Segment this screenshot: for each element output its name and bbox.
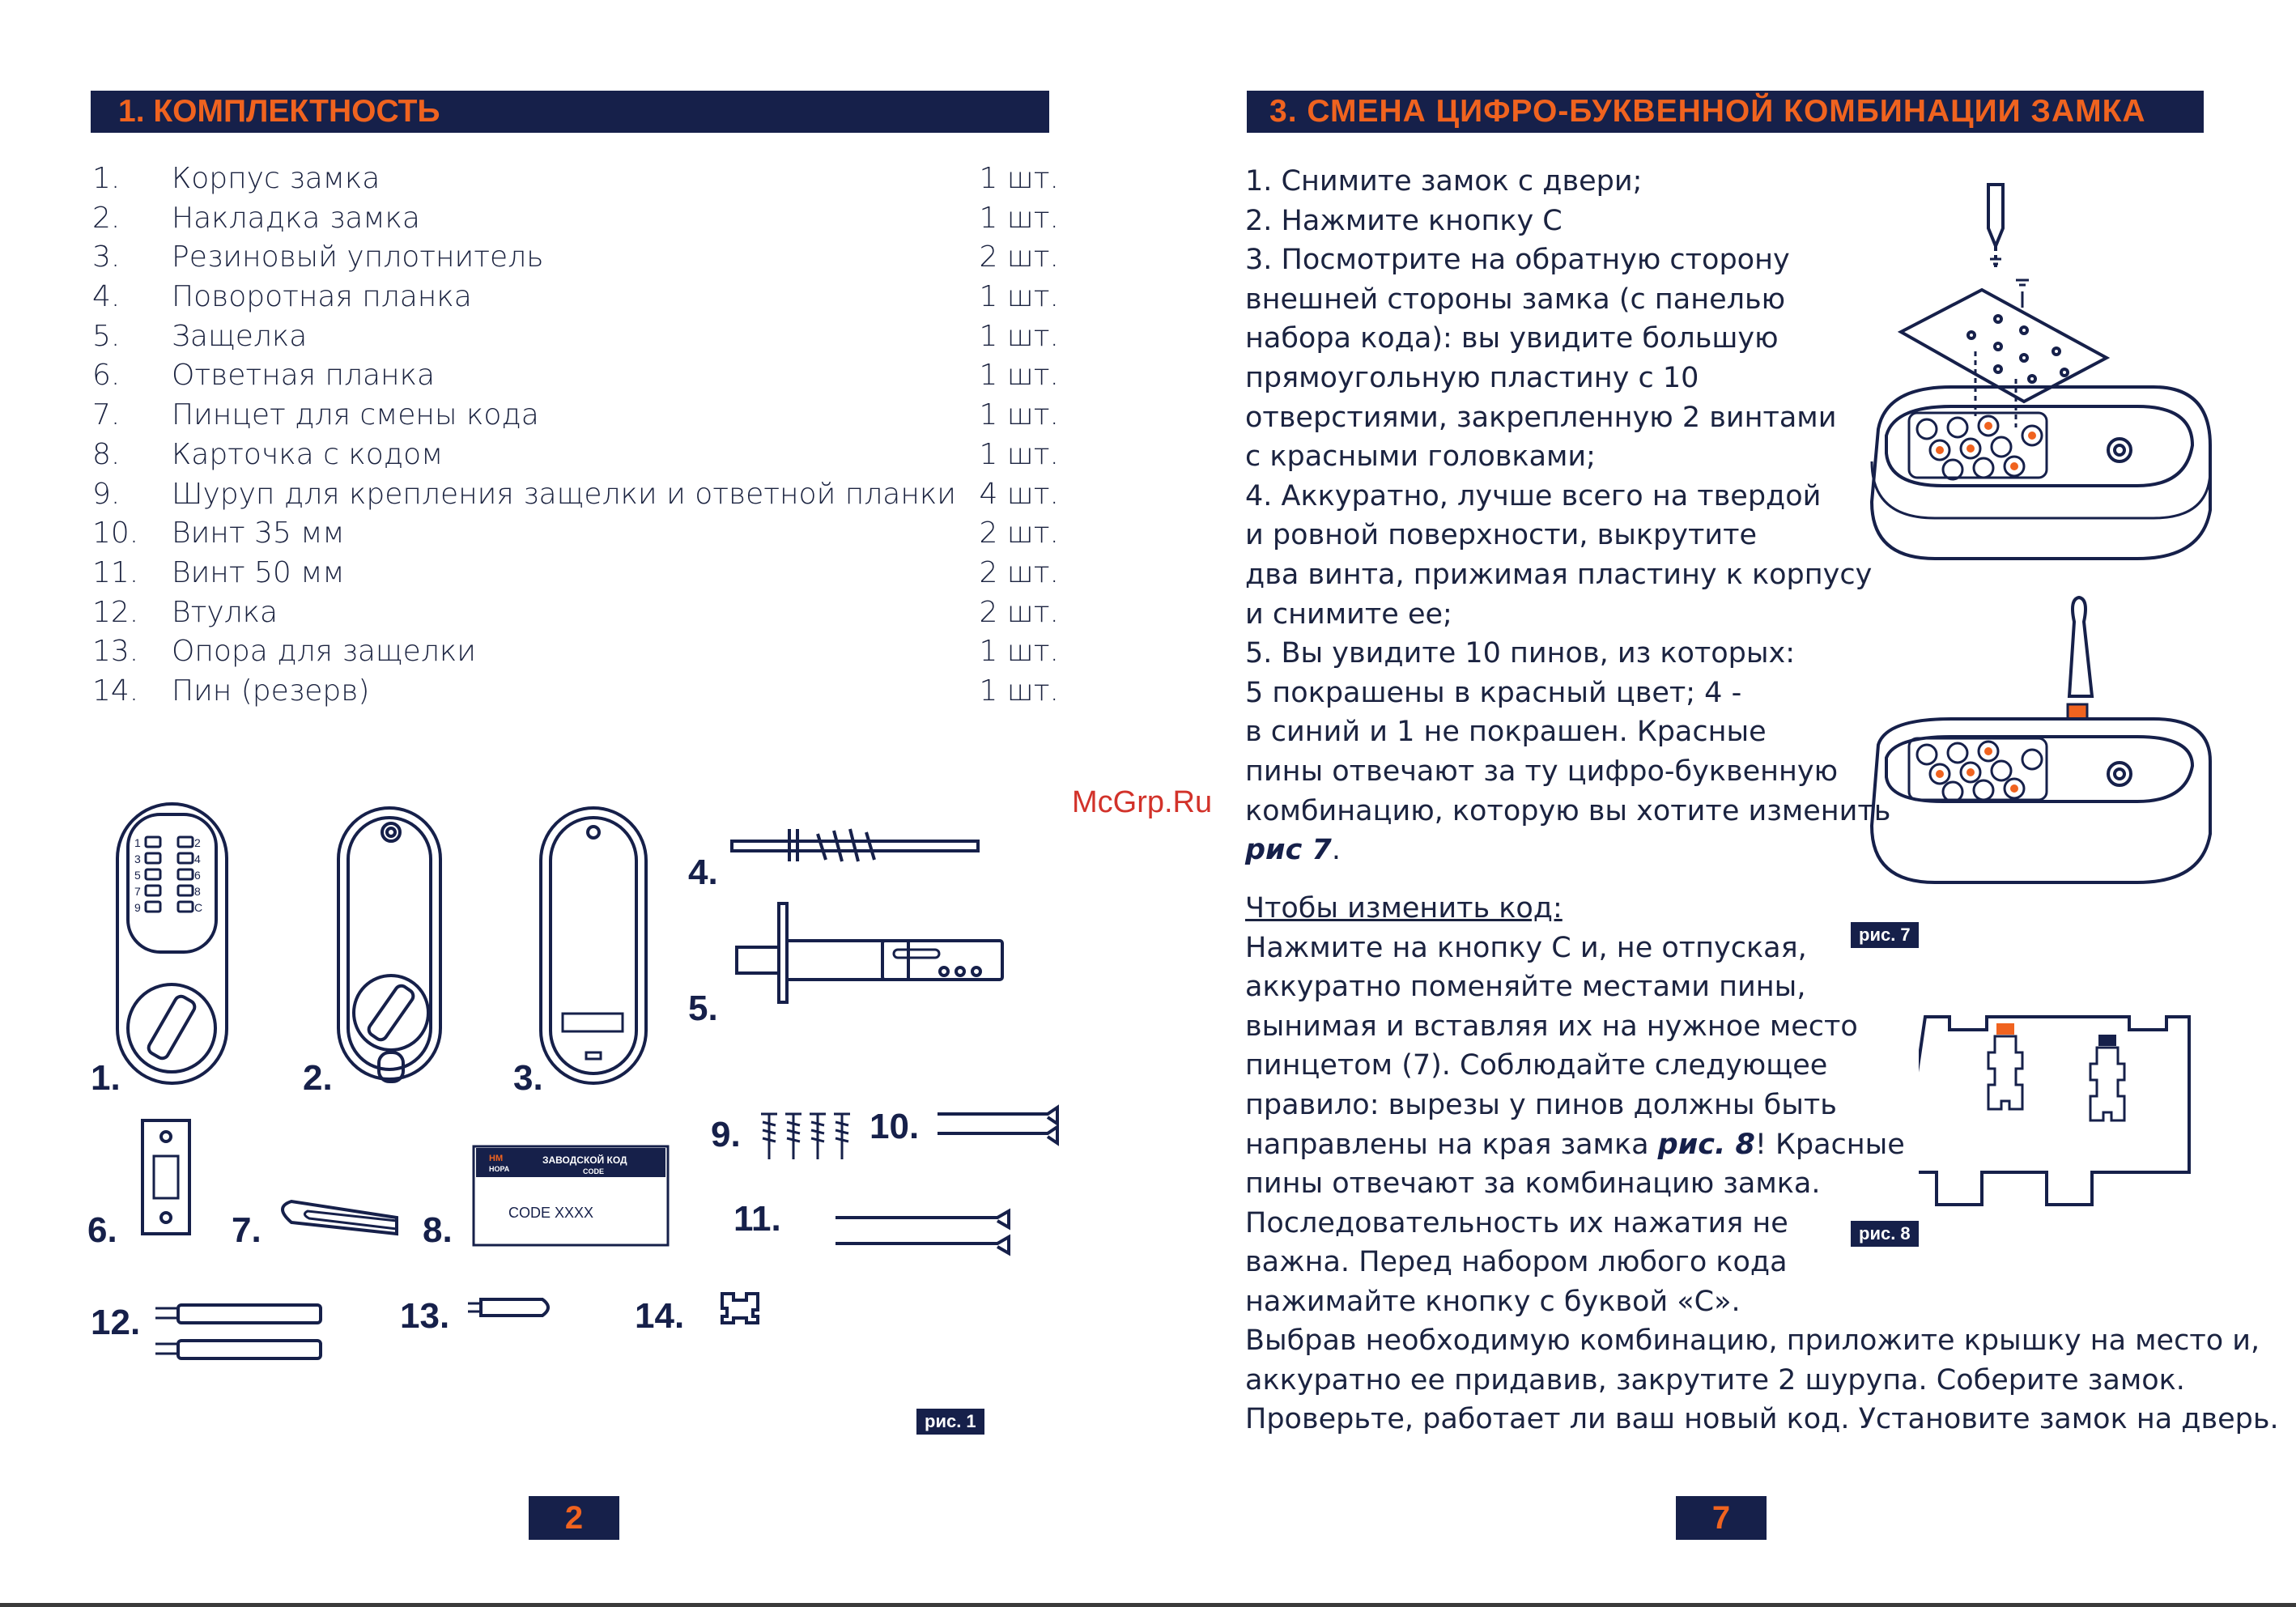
keypad-digit: C <box>194 901 203 914</box>
text-line: Нажмите на кнопку С и, не отпуская, <box>1245 931 1807 964</box>
tweezers-drawing <box>283 1201 397 1234</box>
part-number: 11. <box>92 555 139 589</box>
figure-reference: рис. 8 <box>1657 1128 1755 1161</box>
list-item <box>91 398 1059 438</box>
part-number: 12. <box>92 595 139 629</box>
figure-reference: рис 7 <box>1245 834 1332 867</box>
text-line: Проверьте, работает ли ваш новый код. Установите замок на дверь. <box>1245 1403 2279 1436</box>
keypad-digit: 3 <box>134 852 141 865</box>
part-quantity: 1 шт. <box>979 359 1059 393</box>
figure-tag: рис. 1 <box>916 1409 984 1435</box>
figure-label: 5. <box>688 988 718 1028</box>
text-line: и снимите ее; <box>1245 597 1452 631</box>
card-code: CODE XXXX <box>508 1205 594 1221</box>
list-item <box>91 201 1059 241</box>
part-name: Винт 50 мм <box>172 555 345 589</box>
figure-label: 1. <box>91 1058 121 1098</box>
turning-bar-drawing <box>732 829 978 861</box>
part-name: Защелка <box>172 319 308 353</box>
part-name: Опора для защелки <box>172 635 476 669</box>
part-number: 3. <box>92 240 121 274</box>
part-name: Пинцет для смены кода <box>172 398 539 432</box>
part-number: 1. <box>92 162 121 195</box>
part-name: Резиновый уплотнитель <box>172 240 544 274</box>
keypad-digit: 2 <box>194 836 201 849</box>
part-name: Втулка <box>172 595 278 629</box>
figure-label: 14. <box>635 1296 685 1336</box>
strike-plate-drawing <box>142 1120 189 1234</box>
keypad-digit: 4 <box>194 852 201 865</box>
part-quantity: 1 шт. <box>979 319 1059 353</box>
bottom-edge-divider <box>0 1603 2296 1607</box>
list-item <box>91 674 1059 714</box>
parts-list <box>91 162 1059 714</box>
list-item <box>91 280 1059 320</box>
list-item <box>91 477 1059 517</box>
keypad-digit: 9 <box>134 901 141 914</box>
keypad-digit: 7 <box>134 885 141 898</box>
figure-label: 2. <box>303 1058 333 1098</box>
part-number: 6. <box>92 359 121 393</box>
keypad-digit: 1 <box>134 836 141 849</box>
figure-label: 3. <box>513 1058 543 1098</box>
text-fragment: направлены на края замка <box>1245 1128 1658 1161</box>
latch-support-drawing <box>468 1299 548 1316</box>
list-item <box>91 635 1059 674</box>
text-line: Последовательность их нажатия не <box>1245 1206 1788 1239</box>
text-line: 5. Вы увидите 10 пинов, из которых: <box>1245 637 1796 670</box>
list-item <box>91 595 1059 636</box>
part-number: 13. <box>92 635 139 669</box>
part-name: Ответная планка <box>172 359 436 393</box>
bolts-50mm-drawing <box>835 1211 1009 1253</box>
latch-drawing <box>737 903 1002 1002</box>
figure-label: 4. <box>688 852 718 892</box>
text-line: аккуратно ее придавив, закрутите 2 шурупа. Соберите замок. <box>1245 1363 2185 1397</box>
lock-body-drawing <box>117 804 227 1083</box>
part-name: Пин (резерв) <box>172 674 370 708</box>
text-line: нажимайте кнопку с буквой «С». <box>1245 1285 1741 1318</box>
list-item <box>91 319 1059 359</box>
text-line: 1. Снимите замок с двери; <box>1245 165 1643 198</box>
part-number: 9. <box>92 477 121 511</box>
part-quantity: 2 шт. <box>979 595 1059 629</box>
part-quantity: 1 шт. <box>979 635 1059 669</box>
part-name: Корпус замка <box>172 162 381 195</box>
screws-drawing <box>761 1114 850 1159</box>
text-line: и ровной поверхности, выкрутите <box>1245 519 1757 552</box>
bolts-35mm-drawing <box>938 1107 1057 1143</box>
list-item <box>91 359 1059 398</box>
text-line: прямоугольную пластину с 10 <box>1245 361 1699 394</box>
part-number: 2. <box>92 201 121 235</box>
figure-label: 7. <box>232 1210 261 1250</box>
spare-pin-drawing <box>722 1294 758 1323</box>
final-instructions <box>1245 1321 2279 1439</box>
bushings-drawing <box>155 1305 321 1358</box>
text-line: Выбрав необходимую комбинацию, приложите крышку на место и, <box>1245 1324 2260 1357</box>
text-line: отверстиями, закрепленную 2 винтами <box>1245 401 1837 434</box>
part-quantity: 4 шт. <box>979 477 1059 511</box>
part-quantity: 2 шт. <box>979 517 1059 551</box>
howto-title: Чтобы изменить код: <box>1245 892 1563 925</box>
figure-tag: рис. 7 <box>1851 922 1919 948</box>
figure-label: 8. <box>423 1210 453 1250</box>
part-quantity: 2 шт. <box>979 555 1059 589</box>
text-line: 4. Аккуратно, лучше всего на твердой <box>1245 479 1822 512</box>
text-line <box>1245 1125 1905 1165</box>
part-number: 10. <box>92 517 139 551</box>
text-fragment: ! Красные <box>1754 1128 1905 1161</box>
text-line: пины отвечают за ту цифро-буквенную <box>1245 755 1839 788</box>
list-item <box>91 555 1059 596</box>
rubber-seal-drawing <box>541 808 646 1083</box>
text-line: вынимая и вставляя их на нужное место <box>1245 1010 1858 1043</box>
card-logo-mark: НМ <box>489 1154 504 1163</box>
list-item <box>91 162 1059 202</box>
keypad-digit: 6 <box>194 869 201 882</box>
text-line: аккуратно поменяйте местами пины, <box>1245 971 1806 1004</box>
text-line: с красными головками; <box>1245 440 1596 474</box>
card-subtitle: CODE <box>583 1167 605 1175</box>
section-header-contents: 1. КОМПЛЕКТНОСТЬ <box>91 91 1049 133</box>
code-card-drawing <box>474 1146 668 1245</box>
text-line: правило: вырезы у пинов должны быть <box>1245 1088 1837 1121</box>
part-quantity: 1 шт. <box>979 674 1059 708</box>
section-header-change-code: 3. СМЕНА ЦИФРО-БУКВЕННОЙ КОМБИНАЦИИ ЗАМКА <box>1247 91 2204 133</box>
list-item <box>91 517 1059 556</box>
list-item <box>91 240 1059 280</box>
parts-illustration <box>65 793 1077 1409</box>
pin-orientation-illustration <box>1919 1010 2194 1210</box>
text-line: два винта, прижимая пластину к корпусу <box>1245 558 1873 591</box>
figure-label: 13. <box>400 1296 450 1336</box>
part-name: Накладка замка <box>172 201 420 235</box>
figure-label: 12. <box>91 1303 141 1342</box>
part-quantity: 1 шт. <box>979 280 1059 314</box>
part-name: Поворотная планка <box>172 280 472 314</box>
instruction-steps <box>1245 162 1890 870</box>
text-line: важна. Перед набором любого кода <box>1245 1246 1788 1279</box>
page-number: 2 <box>529 1496 619 1540</box>
part-number: 5. <box>92 319 121 353</box>
text-line: пинцетом (7). Соблюдайте следующее <box>1245 1049 1828 1082</box>
figure-label: 11. <box>733 1199 781 1239</box>
text-line: 2. Нажмите кнопку С <box>1245 204 1563 237</box>
part-name: Винт 35 мм <box>172 517 345 551</box>
list-item <box>91 437 1059 478</box>
text-line: в синий и 1 не покрашен. Красные <box>1245 716 1767 749</box>
disassembly-illustration <box>1862 178 2218 923</box>
part-quantity: 1 шт. <box>979 398 1059 432</box>
watermark: McGrp.Ru <box>1072 785 1213 819</box>
part-name: Карточка с кодом <box>172 437 444 471</box>
text-line <box>1245 831 1890 870</box>
cover-plate-drawing <box>338 808 440 1082</box>
part-number: 8. <box>92 437 121 471</box>
text-line: набора кода): вы увидите большую <box>1245 322 1779 355</box>
figure-label: 10. <box>870 1107 920 1146</box>
card-logo: НОРА <box>489 1165 510 1173</box>
howto-section <box>1245 889 1905 1322</box>
part-name: Шуруп для крепления защелки и ответной планки <box>172 477 956 511</box>
text-line: 3. Посмотрите на обратную сторону <box>1245 244 1790 277</box>
part-number: 7. <box>92 398 121 432</box>
part-quantity: 2 шт. <box>979 240 1059 274</box>
figure-label: 9. <box>711 1115 741 1154</box>
text-line: комбинацию, которую вы хотите изменить <box>1245 794 1891 827</box>
part-quantity: 1 шт. <box>979 201 1059 235</box>
part-quantity: 1 шт. <box>979 162 1059 195</box>
part-quantity: 1 шт. <box>979 437 1059 471</box>
punctuation: . <box>1331 834 1341 867</box>
part-number: 4. <box>92 280 121 314</box>
text-line: пины отвечают за комбинацию замка. <box>1245 1167 1821 1201</box>
part-number: 14. <box>92 674 139 708</box>
page-number: 7 <box>1676 1496 1767 1540</box>
figure-tag: рис. 8 <box>1851 1221 1919 1247</box>
figure-label: 6. <box>87 1210 117 1250</box>
text-line: внешней стороны замка (с панелью <box>1245 283 1786 316</box>
keypad-digit: 8 <box>194 885 201 898</box>
keypad-digit: 5 <box>134 869 141 882</box>
card-title: ЗАВОДСКОЙ КОД <box>542 1154 627 1166</box>
text-line: 5 покрашены в красный цвет; 4 - <box>1245 676 1742 709</box>
